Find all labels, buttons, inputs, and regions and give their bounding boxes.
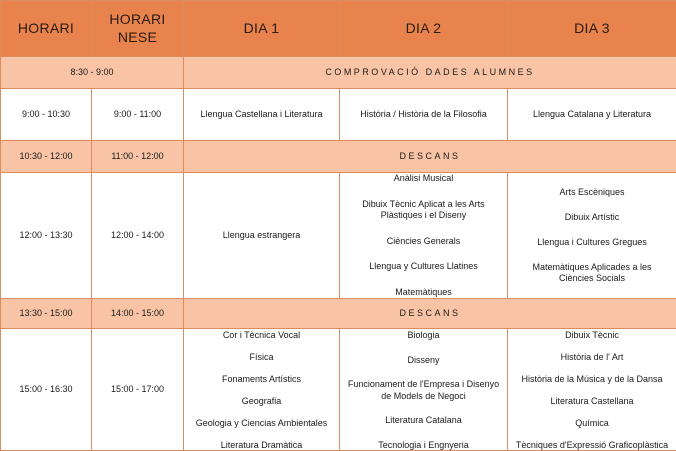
header-row <box>1 1 676 57</box>
subject-item: Química <box>575 418 609 429</box>
header-dia1: DIA 1 <box>184 1 340 57</box>
subject-item: Arts Escèniques <box>559 187 624 198</box>
subject-item: Història de la Música y de la Dansa <box>521 374 662 385</box>
subject-item: Fonaments Artístics <box>222 374 301 385</box>
header-dia2: DIA 2 <box>340 1 508 57</box>
time-cell: 12:00 - 13:30 <box>1 173 92 299</box>
header-dia3: DIA 3 <box>508 1 676 57</box>
subject-cell <box>508 329 676 451</box>
subject-cell: Llengua Catalana y Literatura <box>508 89 676 141</box>
subject-item: Geografia <box>242 396 282 407</box>
subject-item: Llengua i Cultures Gregues <box>537 237 647 248</box>
time-cell: 13:30 - 15:00 <box>1 299 92 329</box>
subject-item: Geologia y Ciencias Ambientales <box>196 418 328 429</box>
subject-item: Literatura Castellana <box>550 396 633 407</box>
subject-cell: Llengua Castellana i Literatura <box>184 89 340 141</box>
time-nese-cell: 9:00 - 11:00 <box>92 89 184 141</box>
subject-item: Tecnologia i Engnyeria <box>378 440 469 451</box>
subject-cell: Llengua estrangera <box>184 173 340 299</box>
header-horari-nese: HORARI NESE <box>92 1 184 57</box>
time-nese-cell: 11:00 - 12:00 <box>92 141 184 173</box>
subject-item: Literatura Dramàtica <box>221 440 303 451</box>
subject-cell <box>340 173 508 299</box>
banner-descans: DESCANS <box>184 141 676 173</box>
subject-cell <box>340 329 508 451</box>
banner-descans: DESCANS <box>184 299 676 329</box>
subject-item: Anàlisi Musical <box>394 173 454 184</box>
subject-item: Dibuix Tècnic Aplicat a les Arts Plàstiques i el Diseny <box>346 199 501 222</box>
subject-item: Física <box>249 352 273 363</box>
row-descans-2 <box>1 299 676 329</box>
subject-item: Matemàtiques <box>395 287 452 298</box>
subject-item: Cor i Tècnica Vocal <box>223 330 300 341</box>
row-session-3 <box>1 329 676 451</box>
time-cell: 15:00 - 16:30 <box>1 329 92 451</box>
subject-item: Disseny <box>407 355 439 366</box>
subject-item: Literatura Catalana <box>385 415 462 426</box>
row-session-1 <box>1 89 676 141</box>
subject-item: Biologia <box>407 330 439 341</box>
subject-item: Dibuix Tècnic <box>565 330 619 341</box>
subject-item: Història de l' Art <box>561 352 624 363</box>
row-comprovacio <box>1 57 676 89</box>
subject-item: Funcionament de l'Empresa i Disenyo de Models de Negoci <box>346 379 501 402</box>
row-descans-1 <box>1 141 676 173</box>
header-horari: HORARI <box>1 1 92 57</box>
row-session-2 <box>1 173 676 299</box>
time-cell: 10:30 - 12:00 <box>1 141 92 173</box>
subject-cell <box>184 329 340 451</box>
subject-item: Ciències Generals <box>387 236 461 247</box>
banner-comprovacio: COMPROVACIÓ DADES ALUMNES <box>184 57 676 89</box>
time-cell: 8:30 - 9:00 <box>1 57 184 89</box>
subject-item: Llengua y Cultures Llatines <box>369 261 478 272</box>
subject-item: Matemàtiques Aplicades a les Ciències Socials <box>514 262 670 285</box>
time-cell: 9:00 - 10:30 <box>1 89 92 141</box>
time-nese-cell: 12:00 - 14:00 <box>92 173 184 299</box>
time-nese-cell: 14:00 - 15:00 <box>92 299 184 329</box>
subject-cell: Història / Història de la Filosofia <box>340 89 508 141</box>
subject-item: Tècniques d'Expressió Graficoplàstica <box>516 440 668 451</box>
subject-item: Dibuix Artístic <box>565 212 620 223</box>
subject-cell <box>508 173 676 299</box>
time-nese-cell: 15:00 - 17:00 <box>92 329 184 451</box>
